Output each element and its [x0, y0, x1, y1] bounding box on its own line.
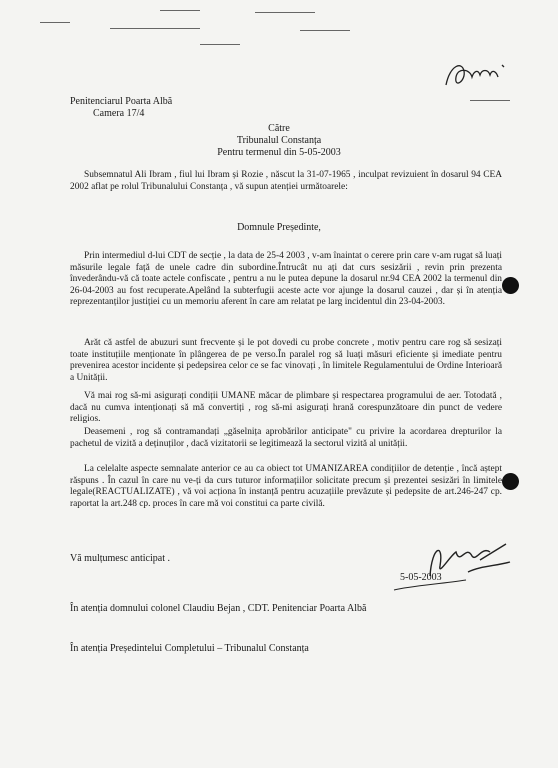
body-paragraph: La celelalte aspecte semnalate anterior ce au ca obiect tot UMANIZAREA condițiilor de detenție , încă aștept răspuns . În cazul în care nu ve-ți da curs tuturor informațiilor solicitate precum și prezentei sesizări în limitele legale(REACTUALIZATE) , vă voi acționa în instanță pentru acuzațiile prevăzute și pedepsite de art.246-247 cp. raportat la art.248 cp. proces în care mă voi constitui ca parte civilă.: [70, 464, 502, 509]
sender-institution: Penitenciarul Poarta Albă: [70, 96, 173, 107]
sender-cell: Camera 17/4: [93, 108, 145, 119]
body-paragraph: Deasemeni , rog să contramandați „găselnița aprobărilor anticipate" cu privire la acordarea drepturilor la pachetul de vizită a deținuților , dacă vizitatorii se legitimează la sectorul vizită al unității.: [70, 427, 502, 449]
scan-artifact: [300, 30, 350, 31]
scan-artifact: [160, 10, 200, 11]
salutation: Domnule Președinte,: [237, 222, 321, 233]
scan-artifact: [255, 12, 315, 13]
closing: Vă mulțumesc anticipat .: [70, 553, 170, 564]
attention-president: În atenția Președintelui Completului – Tribunalul Constanța: [70, 643, 309, 654]
recipient-court: Tribunalul Constanța: [236, 135, 322, 146]
scan-artifact: [200, 44, 240, 45]
signature-underline-graphic: [390, 574, 470, 594]
attention-colonel: În atenția domnului colonel Claudiu Bejan , CDT. Penitenciar Poarta Albă: [70, 603, 367, 614]
body-paragraph: Vă mai rog să-mi asigurați condiții UMANE măcar de plimbare și respectarea programului de aer. Totodată , dacă nu cumva intenționați să mă convertiți , rog să-mi asigurați hrană corespunzătoare din punct de vedere religios.: [70, 391, 502, 425]
body-paragraph: Prin intermediul d-lui CDT de secție , la data de 25-4 2003 , v-am înaintat o cerere prin care v-am rugat să luați măsurile legale față de unele cadre din subordine.Întrucât nu ați dat curs sesizării , revin prin prezenta învederându-vă că toate actele confiscate , pentru a nu le putea depune la dosarul nr.94 CEA 2002 la termenul din 26-04-2003 au fost recuperate.Apelând la subterfugii aceste acte vor ajunge la dosarul cauzei , dar și în atenția reprezentanților justiției cu un memoriu aferent în care am relatat pe larg incidentul din 23-04-2003.: [70, 251, 502, 308]
punch-hole: [502, 277, 519, 294]
punch-hole: [502, 473, 519, 490]
scan-artifact: [470, 100, 510, 101]
intro-paragraph: Subsemnatul Ali Ibram , fiul lui Ibram și Rozie , născut la 31-07-1965 , inculpat revizuient în dosarul 94 CEA 2002 aflat pe rolul Tribunalului Constanța , vă supun atenției următoarele:: [70, 170, 502, 192]
body-paragraph: Arăt că astfel de abuzuri sunt frecvente și le pot dovedi cu probe concrete , motiv pentru care rog să sesizați toate instituțiile menționate în plângerea de pe verso.În paralel rog să luați măsuri eficiente și imediate pentru prevenirea acestor incidente și pedepsirea celor ce se fac vinovați , în limitele Regulamentului de Ordine Interioară a Unității.: [70, 338, 502, 383]
scan-artifact: [40, 22, 70, 23]
scan-artifact: [110, 28, 200, 29]
signature-date: 5-05-2003: [400, 572, 442, 583]
recipient-term: Pentru termenul din 5-05-2003: [217, 147, 341, 158]
recipient-to: Către: [268, 123, 290, 134]
handwritten-initials-graphic: [440, 55, 520, 95]
